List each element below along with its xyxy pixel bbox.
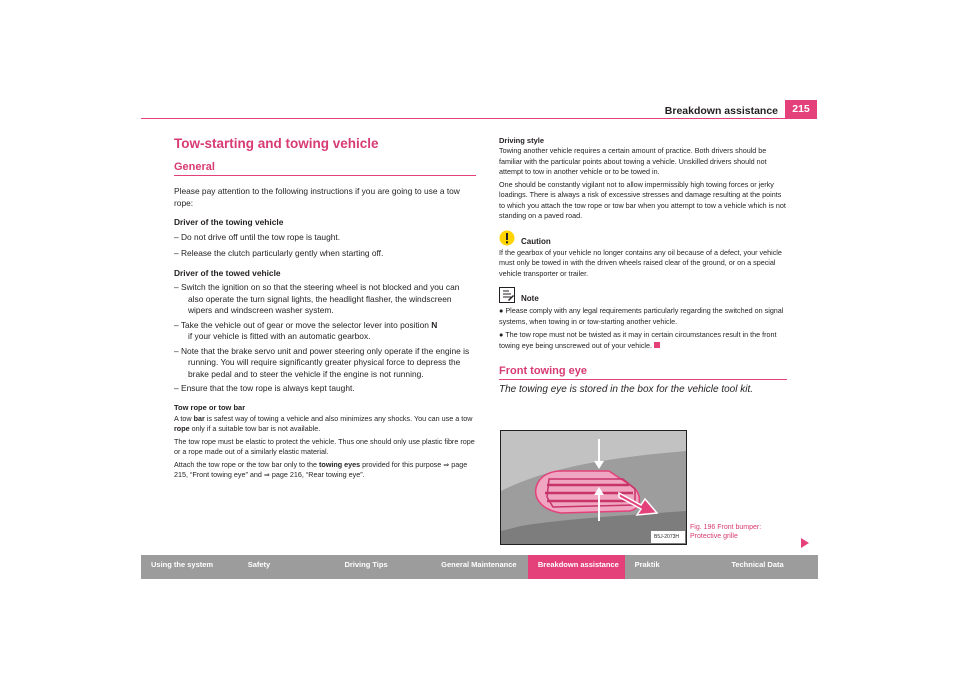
list-item: – Note that the brake servo unit and power steering only operate if the engine is running. You will require significantly greater physical force to depress the brake pedal and to steer the vehicle if the engine is not running.	[174, 345, 470, 379]
right-column	[499, 136, 787, 395]
subsection-rule	[174, 175, 476, 176]
figure-front-bumper	[500, 430, 687, 545]
list-item: – Release the clutch particularly gently when starting off.	[174, 248, 384, 258]
next-page-arrow-icon[interactable]	[800, 537, 810, 549]
towed-vehicle-heading: Driver of the towed vehicle	[174, 267, 281, 278]
caution-label: Caution	[521, 236, 551, 246]
list-item: – Switch the ignition on so that the steering wheel is not blocked and you can also operate the turn signal lights, the headlight flasher, the windscreen wipers and windscreen washer system.	[174, 282, 460, 315]
end-of-section-marker	[654, 342, 660, 348]
figure-caption-line-2: Protective grille	[690, 532, 738, 540]
section-title: Tow-starting and towing vehicle	[174, 136, 379, 151]
figure-caption	[690, 524, 761, 541]
tab-general-maintenance[interactable]: General Maintenance	[441, 560, 517, 569]
tab-using-the-system[interactable]: Using the system	[151, 560, 214, 569]
footer-nav	[141, 555, 818, 579]
tab-safety[interactable]: Safety	[247, 560, 271, 569]
note-bullet: ● Please comply with any legal requirements particularly regarding the switched on signal systems, when towing in or tow-starting another vehicle.	[499, 306, 784, 326]
tab-praktik[interactable]: Praktik	[634, 560, 660, 569]
tow-rope-paragraph-2: The tow rope must be elastic to protect the vehicle. Thus one should only use plastic fibre rope or a rope made out of a similarly elastic material.	[174, 436, 475, 456]
towing-vehicle-heading: Driver of the towing vehicle	[174, 217, 284, 227]
tow-rope-heading: Tow rope or tow bar	[174, 402, 246, 412]
figure-code: B5J-2073H	[654, 534, 680, 540]
driving-style-heading: Driving style	[499, 136, 545, 145]
tow-rope-paragraph-3: Attach the tow rope or the tow bar only to the towing eyes provided for this purpose ⇒ page 215, “Front towing eye” and ⇒ page 216, “Rear towing eye”.	[174, 459, 468, 479]
header-rule	[141, 118, 817, 119]
list-item: – Ensure that the tow rope is always kept taught.	[174, 383, 355, 393]
driving-style-paragraph-1: Towing another vehicle requires a certain amount of practice. Both drivers should be familiar with the particular points about towing a vehicle. Unskilled drivers should not attempt to tow in another vehicle or to be towed in.	[499, 146, 767, 176]
intro-text: Please pay attention to the following instructions if you are going to use a tow rope:	[174, 186, 460, 208]
note-icon	[499, 287, 515, 303]
tab-breakdown-assistance[interactable]: Breakdown assistance	[528, 555, 625, 579]
left-column	[174, 136, 476, 483]
front-towing-eye-rule	[499, 379, 787, 380]
caution-header	[499, 230, 787, 246]
subsection-title: General	[174, 161, 215, 173]
running-header-title: Breakdown assistance	[664, 105, 778, 117]
front-bumper-illustration	[501, 431, 686, 544]
front-towing-eye-title: Front towing eye	[499, 365, 587, 377]
note-label: Note	[521, 294, 539, 303]
gear-item-text: – Take the vehicle out of gear or move the selector lever into position	[174, 319, 432, 330]
caution-text: If the gearbox of your vehicle no longer contains any oil because of a defect, your vehicle must only be towed in with the driven wheels raised clear of the ground, or on a special vehicle transporter or trailer.	[499, 247, 782, 278]
list-item-gear	[174, 320, 476, 343]
gear-position-n: N	[431, 319, 438, 330]
figure-caption-line-1: Fig. 196 Front bumper:	[690, 524, 762, 531]
note-bullet: ● The tow rope must not be twisted as it may in certain circumstances result in the front towing eye being unscrewed out of your vehicle.	[499, 330, 777, 350]
tow-rope-paragraph-1: A tow bar is safest way of towing a vehicle and also minimizes any shocks. You can use a tow rope only if a suitable tow bar is not available.	[174, 413, 473, 433]
driving-style-paragraph-2: One should be constantly vigilant not to allow impermissibly high towing forces or jerky loadings. There is always a risk of excessive stresses and damage resulting at the points to which you attach the tow rope or tow bar when you attempt to tow a vehicle which is not standing on a paved road.	[499, 179, 786, 220]
warning-icon	[499, 230, 515, 246]
page-number: 215	[785, 100, 817, 118]
front-towing-eye-subtitle: The towing eye is stored in the box for the vehicle tool kit.	[499, 384, 754, 395]
gear-item-text-cont: if your vehicle is fitted with an automatic gearbox.	[188, 331, 371, 341]
tab-driving-tips[interactable]: Driving Tips	[344, 560, 388, 569]
note-header	[499, 287, 787, 303]
list-item: – Do not drive off until the tow rope is taught.	[174, 231, 341, 242]
tab-technical-data[interactable]: Technical Data	[731, 560, 784, 569]
